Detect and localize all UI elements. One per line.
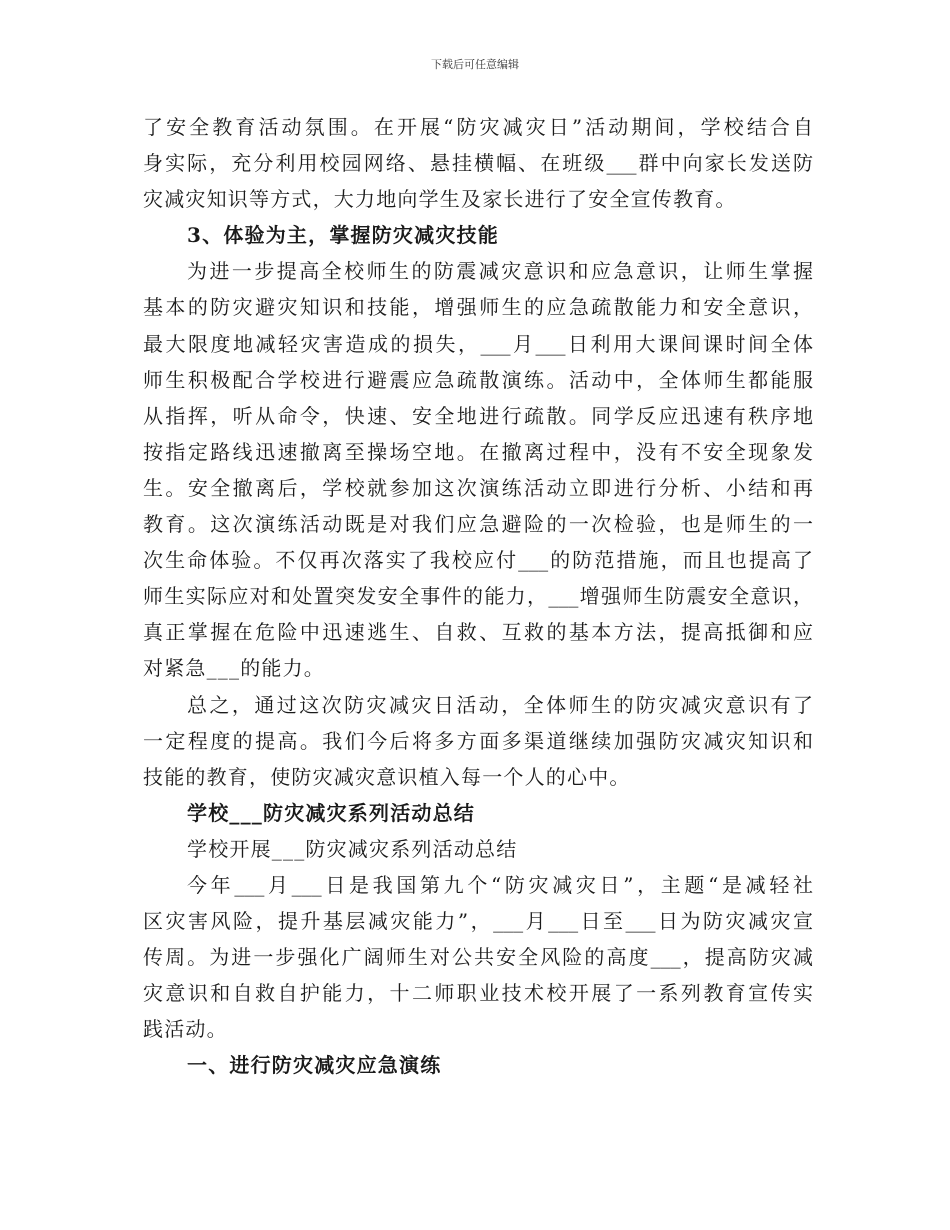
section-heading: 一、进行防灾减灾应急演练 bbox=[187, 1053, 442, 1078]
paragraph-line: 生。安全撤离后，学校就参加这次演练活动立即进行分析、小结和再 bbox=[143, 475, 813, 500]
page-header: 下载后可任意编辑 bbox=[431, 58, 519, 71]
paragraph-line: 区灾害风险，提升基层减灾能力”，___月___日至___日为防灾减灾宣 bbox=[143, 909, 813, 934]
paragraph-line: 师生实际应对和处置突发安全事件的能力，___增强师生防震安全意识， bbox=[143, 584, 813, 609]
paragraph-line: 对紧急___的能力。 bbox=[143, 656, 325, 681]
paragraph-line: 从指挥，听从命令，快速、安全地进行疏散。同学反应迅速有秩序地 bbox=[143, 403, 813, 428]
paragraph-line: 传周。为进一步强化广阔师生对公共安全风险的高度___，提高防灾减 bbox=[143, 945, 813, 970]
paragraph-line: 践活动。 bbox=[143, 1017, 228, 1042]
paragraph-line: 总之，通过这次防灾减灾日活动，全体师生的防灾减灾意识有了 bbox=[187, 692, 813, 717]
paragraph-line: 师生积极配合学校进行避震应急疏散演练。活动中，全体师生都能服 bbox=[143, 367, 813, 392]
paragraph-line: 技能的教育，使防灾减灾意识植入每一个人的心中。 bbox=[143, 764, 631, 789]
paragraph-line: 教育。这次演练活动既是对我们应急避险的一次检验，也是师生的一 bbox=[143, 512, 813, 537]
paragraph-line: 灾减灾知识等方式，大力地向学生及家长进行了安全宣传教育。 bbox=[143, 187, 737, 212]
paragraph-line: 次生命体验。不仅再次落实了我校应付___的防范措施，而且也提高了 bbox=[143, 548, 813, 573]
paragraph-line: 学校开展___防灾减灾系列活动总结 bbox=[187, 836, 518, 861]
paragraph-line: 身实际，充分利用校园网络、悬挂横幅、在班级___群中向家长发送防 bbox=[143, 151, 813, 176]
section-heading: 学校___防灾减灾系列活动总结 bbox=[187, 800, 475, 825]
paragraph-line: 了安全教育活动氛围。在开展“防灾减灾日”活动期间，学校结合自 bbox=[143, 115, 813, 139]
paragraph-line: 真正掌握在危险中迅速逃生、自救、互救的基本方法，提高抵御和应 bbox=[143, 620, 813, 645]
paragraph-line: 灾意识和自救自护能力，十二师职业技术校开展了一系列教育宣传实 bbox=[143, 981, 813, 1006]
document-body bbox=[143, 109, 813, 1084]
paragraph-line: 最大限度地减轻灾害造成的损失，___月___日利用大课间课时间全体 bbox=[143, 331, 813, 356]
paragraph-line: 为进一步提高全校师生的防震减灾意识和应急意识，让师生掌握 bbox=[187, 259, 813, 284]
paragraph-line: 一定程度的提高。我们今后将多方面多渠道继续加强防灾减灾知识和 bbox=[143, 728, 813, 753]
paragraph-line: 基本的防灾避灾知识和技能，增强师生的应急疏散能力和安全意识， bbox=[143, 295, 813, 320]
paragraph-line: 按指定路线迅速撤离至操场空地。在撤离过程中，没有不安全现象发 bbox=[143, 439, 813, 464]
section-heading: 3、体验为主，掌握防灾减灾技能 bbox=[187, 223, 499, 248]
paragraph-line: 今年___月___日是我国第九个“防灾减灾日”，主题“是减轻社 bbox=[187, 872, 813, 897]
